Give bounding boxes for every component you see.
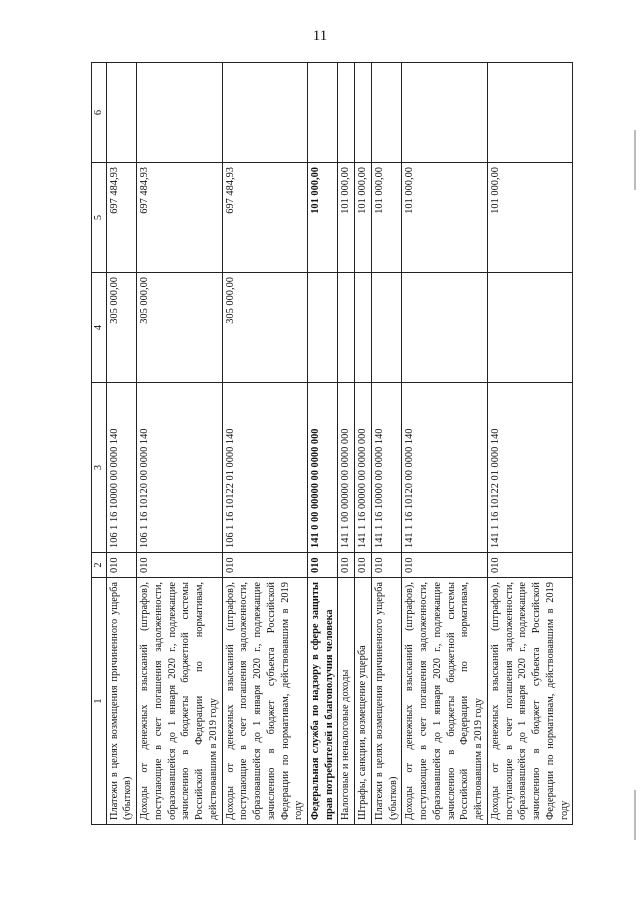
cell-code: 010 xyxy=(402,553,487,578)
cell-kbk: 141 0 00 00000 00 0000 000 xyxy=(308,383,338,553)
cell-col5: 697 484,93 xyxy=(137,163,222,273)
cell-code: 010 xyxy=(137,553,222,578)
cell-kbk: 106 1 16 10000 00 0000 140 xyxy=(106,383,136,553)
cell-name: Федеральная служба по надзору в сфере защиты прав потребителей и благополучия человека xyxy=(308,578,338,825)
cell-col4: 305 000,00 xyxy=(106,273,136,383)
cell-col5: 101 000,00 xyxy=(402,163,487,273)
column-header: 2 xyxy=(92,553,107,578)
header-row xyxy=(92,63,107,825)
page-number: 11 xyxy=(312,28,328,44)
cell-kbk: 141 1 16 10120 00 0000 140 xyxy=(402,383,487,553)
table-body xyxy=(106,63,573,825)
cell-code: 010 xyxy=(222,553,307,578)
cell-kbk: 141 1 00 00000 00 0000 000 xyxy=(338,383,355,553)
cell-name: Доходы от денежных взысканий (штрафов), поступающие в счет погашения задолженности, образовавшейся до 1 января 2020 г., подлежащие зачислению в бюджеты бюджетной системы Российской Федерации по нормативам, действовавшим в 2019 году xyxy=(402,578,487,825)
table-row xyxy=(338,63,355,825)
cell-code: 010 xyxy=(106,553,136,578)
cell-col4: 305 000,00 xyxy=(137,273,222,383)
scan-edge-mark xyxy=(634,130,636,190)
cell-col4 xyxy=(402,273,487,383)
cell-code: 010 xyxy=(308,553,338,578)
cell-name: Доходы от денежных взысканий (штрафов), поступающие в счет погашения задолженности, образовавшейся до 1 января 2020 г., подлежащие зачислению в бюджеты бюджетной системы Российской Федерации по нормативам, действовавшим в 2019 году xyxy=(137,578,222,825)
cell-col6 xyxy=(355,63,372,163)
cell-col6 xyxy=(106,63,136,163)
column-header: 4 xyxy=(92,273,107,383)
table-row xyxy=(137,63,222,825)
table-row xyxy=(106,63,136,825)
cell-col5: 101 000,00 xyxy=(338,163,355,273)
cell-kbk: 141 1 16 10122 01 0000 140 xyxy=(487,383,572,553)
table-row xyxy=(402,63,487,825)
cell-col4 xyxy=(338,273,355,383)
table-row xyxy=(355,63,372,825)
cell-name: Доходы от денежных взысканий (штрафов), поступающие в счет погашения задолженности, образовавшейся до 1 января 2020 г., подлежащие зачислению в бюджет субъекта Российской Федерации по нормативам, действовавшим в 2019 году xyxy=(222,578,307,825)
cell-name: Платежи в целях возмещения причиненного ущерба (убытков) xyxy=(371,578,401,825)
cell-col6 xyxy=(338,63,355,163)
cell-code: 010 xyxy=(338,553,355,578)
cell-col5: 101 000,00 xyxy=(355,163,372,273)
table-row xyxy=(487,63,572,825)
cell-code: 010 xyxy=(355,553,372,578)
table-row xyxy=(371,63,401,825)
revenue-table xyxy=(91,62,573,825)
cell-col4 xyxy=(371,273,401,383)
cell-col5: 697 484,93 xyxy=(106,163,136,273)
column-header: 6 xyxy=(92,63,107,163)
cell-col6 xyxy=(137,63,222,163)
cell-col6 xyxy=(308,63,338,163)
cell-col6 xyxy=(371,63,401,163)
rotated-table-wrapper xyxy=(91,63,581,825)
cell-code: 010 xyxy=(487,553,572,578)
cell-col6 xyxy=(222,63,307,163)
cell-kbk: 141 1 16 00000 00 0000 000 xyxy=(355,383,372,553)
cell-name: Штрафы, санкции, возмещение ущерба xyxy=(355,578,372,825)
cell-code: 010 xyxy=(371,553,401,578)
cell-col5: 101 000,00 xyxy=(371,163,401,273)
scan-edge-mark xyxy=(634,790,636,840)
cell-kbk: 141 1 16 10000 00 0000 140 xyxy=(371,383,401,553)
cell-col5: 101 000,00 xyxy=(487,163,572,273)
column-header: 3 xyxy=(92,383,107,553)
cell-col6 xyxy=(487,63,572,163)
column-header: 1 xyxy=(92,578,107,825)
cell-name: Платежи в целях возмещения причиненного ущерба (убытков) xyxy=(106,578,136,825)
column-header: 5 xyxy=(92,163,107,273)
cell-kbk: 106 1 16 10120 00 0000 140 xyxy=(137,383,222,553)
cell-col6 xyxy=(402,63,487,163)
cell-col4: 305 000,00 xyxy=(222,273,307,383)
cell-col4 xyxy=(355,273,372,383)
cell-kbk: 106 1 16 10122 01 0000 140 xyxy=(222,383,307,553)
table-row xyxy=(308,63,338,825)
cell-col5: 101 000,00 xyxy=(308,163,338,273)
table-row xyxy=(222,63,307,825)
cell-col4 xyxy=(308,273,338,383)
cell-col5: 697 484,93 xyxy=(222,163,307,273)
cell-name: Налоговые и неналоговые доходы xyxy=(338,578,355,825)
cell-col4 xyxy=(487,273,572,383)
cell-name: Доходы от денежных взысканий (штрафов), поступающие в счет погашения задолженности, образовавшейся до 1 января 2020 г., подлежащие зачислению в бюджет субъекта Российской Федерации по нормативам, действовавшим в 2019 году xyxy=(487,578,572,825)
